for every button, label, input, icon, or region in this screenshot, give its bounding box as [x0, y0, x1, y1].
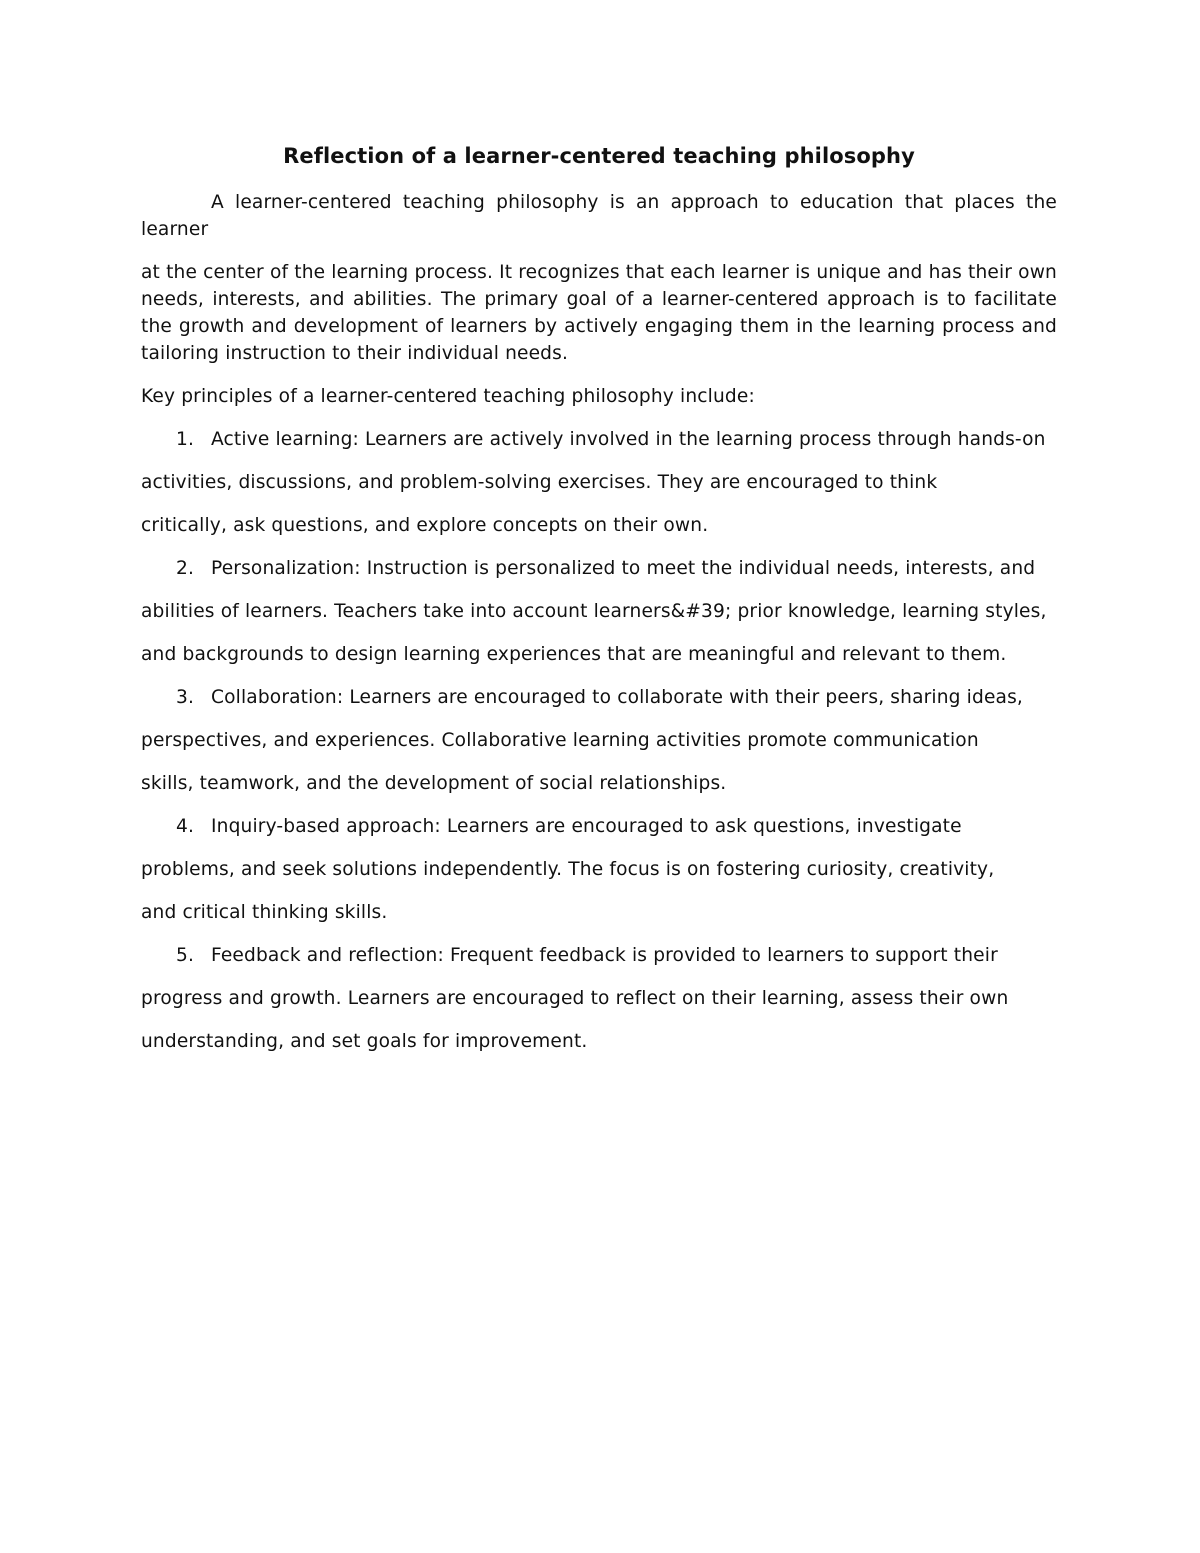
list-item-continuation: abilities of learners. Teachers take into account learners&#39; prior knowledge, learning styles, — [141, 601, 1047, 622]
list-item-number: 5. — [176, 945, 195, 966]
list-item-continuation: activities, discussions, and problem-solving exercises. They are encouraged to think — [141, 472, 938, 493]
list-item-number: 4. — [176, 816, 195, 837]
list-item-continuation: progress and growth. Learners are encouraged to reflect on their learning, assess their own — [141, 988, 1009, 1009]
list-item-active-learning — [141, 426, 1057, 453]
list-item-text: Personalization: Instruction is personalized to meet the individual needs, interests, and — [211, 558, 1036, 579]
list-item-collaboration — [141, 684, 1057, 711]
list-item-text: Collaboration: Learners are encouraged to collaborate with their peers, sharing ideas, — [211, 687, 1023, 708]
list-item-number: 1. — [176, 429, 195, 450]
list-item-continuation: understanding, and set goals for improvement. — [141, 1031, 588, 1052]
list-item-personalization — [141, 555, 1057, 582]
list-item-text: Inquiry-based approach: Learners are encouraged to ask questions, investigate — [211, 816, 962, 837]
document-page — [141, 140, 1057, 1071]
list-item-continuation: problems, and seek solutions independently. The focus is on fostering curiosity, creativity, — [141, 859, 995, 880]
intro-continuation-paragraph: at the center of the learning process. It recognizes that each learner is unique and has their own needs, interests, and abilities. The primary goal of a learner-centered approach is to facilitate the growth and development of learners by actively engaging them in the learning process and tailoring instruction to their individual needs. — [141, 262, 1057, 364]
list-item-continuation: and backgrounds to design learning experiences that are meaningful and relevant to them. — [141, 644, 1007, 665]
document-title: Reflection of a learner-centered teaching philosophy — [283, 144, 915, 168]
intro-paragraph: A learner-centered teaching philosophy is an approach to education that places the learner — [141, 192, 1057, 240]
list-item-continuation: and critical thinking skills. — [141, 902, 388, 923]
list-item-continuation: skills, teamwork, and the development of social relationships. — [141, 773, 727, 794]
list-item-feedback-reflection — [141, 942, 1057, 969]
principles-heading: Key principles of a learner-centered teaching philosophy include: — [141, 386, 755, 407]
list-item-continuation: perspectives, and experiences. Collaborative learning activities promote communication — [141, 730, 979, 751]
list-item-inquiry-based — [141, 813, 1057, 840]
list-item-continuation: critically, ask questions, and explore concepts on their own. — [141, 515, 709, 536]
list-item-number: 3. — [176, 687, 195, 708]
list-item-text: Active learning: Learners are actively involved in the learning process through hands-on — [211, 429, 1046, 450]
list-item-number: 2. — [176, 558, 195, 579]
list-item-text: Feedback and reflection: Frequent feedback is provided to learners to support their — [211, 945, 998, 966]
